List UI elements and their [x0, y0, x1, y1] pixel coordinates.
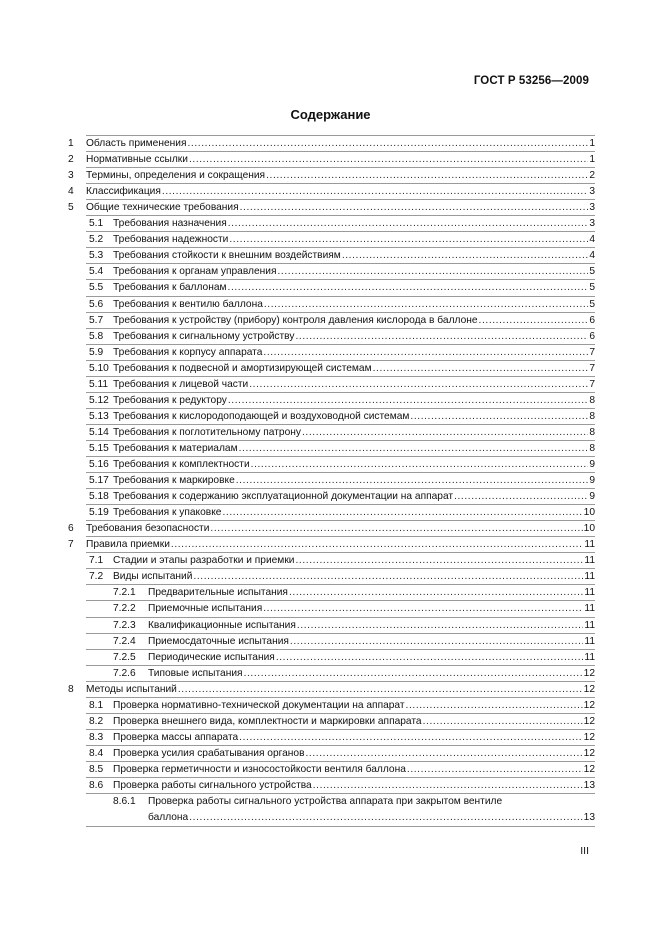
- toc-entry[interactable]: [0, 457, 661, 473]
- toc-entry[interactable]: [0, 698, 661, 714]
- dot-leader: [295, 553, 583, 569]
- toc-entry-title: Требования стойкости к внешним воздействиям: [113, 250, 341, 262]
- dot-leader: [423, 714, 583, 730]
- dot-leader-line: [113, 313, 595, 329]
- dot-leader: [178, 682, 583, 698]
- dot-leader: [263, 601, 583, 617]
- toc-entry[interactable]: [0, 248, 661, 264]
- dot-leader: [295, 329, 588, 345]
- toc-entry-page: 12: [583, 683, 595, 695]
- toc-entry[interactable]: [0, 489, 661, 505]
- toc-entry-number: 5.12: [89, 394, 109, 406]
- toc-entry-title: Квалификационные испытания: [148, 619, 296, 631]
- dot-leader-line: [113, 216, 595, 232]
- dot-leader: [302, 425, 588, 441]
- dot-leader-line: [113, 457, 595, 473]
- toc-entry-number: 5.16: [89, 459, 109, 470]
- toc-entry[interactable]: [0, 184, 661, 200]
- toc-entry-title: Предварительные испытания: [148, 587, 288, 599]
- toc-entry[interactable]: [0, 393, 661, 409]
- toc-entry[interactable]: [0, 666, 661, 682]
- row-separator: [86, 826, 595, 827]
- toc-entry[interactable]: [0, 682, 661, 698]
- toc-entry-title: Требования к маркировке: [113, 475, 235, 487]
- toc-entry-title: Требования к лицевой части: [113, 378, 249, 390]
- toc-entry-page: 11: [584, 539, 595, 551]
- toc-entry-page: 12: [583, 747, 595, 759]
- toc-entry-title: Проверка внешнего вида, комплектности и маркировки аппарата: [113, 715, 422, 727]
- toc-entry-page: 12: [583, 731, 595, 743]
- toc-entry[interactable]: [0, 650, 661, 666]
- dot-leader-line: [113, 329, 595, 345]
- dot-leader-line: [113, 505, 595, 521]
- dot-leader: [228, 280, 589, 296]
- toc-entry-number: 5.2: [89, 234, 104, 246]
- toc-entry-page: 11: [584, 571, 595, 583]
- toc-entry-title: Нормативные ссылки: [86, 154, 188, 166]
- toc-entry[interactable]: [0, 264, 661, 280]
- dot-leader: [189, 152, 588, 168]
- toc-entry[interactable]: [0, 329, 661, 345]
- toc-entry-title: Требования к упаковке: [113, 507, 222, 519]
- toc-entry-title: Требования безопасности: [86, 523, 210, 535]
- toc-entry-number: 5.17: [89, 475, 109, 487]
- dot-leader-line: [113, 553, 595, 569]
- dot-leader: [305, 746, 582, 762]
- toc-entry-number: 5: [68, 202, 74, 214]
- dot-leader: [313, 778, 583, 794]
- toc-entry-number: 5.3: [89, 250, 104, 262]
- dot-leader-line: [86, 537, 595, 553]
- toc-entry-continuation[interactable]: [0, 810, 661, 826]
- toc-entry-title: Требования к подвесной и амортизирующей системам: [113, 362, 372, 374]
- toc-entry-page: 12: [583, 763, 595, 775]
- toc-entry-title: Проверка работы сигнального устройства: [113, 780, 312, 791]
- toc-entry-number: 1: [68, 138, 74, 149]
- dot-leader: [342, 248, 589, 264]
- toc-entry-page: 11: [584, 619, 595, 631]
- toc-entry-page: 12: [583, 667, 595, 679]
- dot-leader-line: [148, 618, 595, 634]
- dot-leader: [289, 585, 583, 601]
- toc-entry-title: Приемочные испытания: [148, 603, 263, 615]
- dot-leader-line: [113, 393, 595, 409]
- toc-entry-title: Область применения: [86, 138, 187, 149]
- toc-entry-page: 3: [589, 186, 595, 198]
- toc-entry[interactable]: [0, 425, 661, 441]
- dot-leader: [266, 168, 588, 184]
- toc-entry[interactable]: [0, 409, 661, 425]
- toc-entry-title: Термины, определения и сокращения: [86, 170, 266, 182]
- dot-leader: [244, 666, 583, 682]
- toc-entry-page: 11: [584, 603, 595, 615]
- toc-entry[interactable]: [0, 232, 661, 248]
- toc-entry-number: 5.8: [89, 330, 104, 342]
- dot-leader: [229, 232, 588, 248]
- toc-entry[interactable]: [0, 280, 661, 296]
- toc-entry-number: 5.13: [89, 410, 109, 422]
- dot-leader-line: [86, 200, 595, 216]
- dot-leader: [239, 730, 582, 746]
- toc-entry-title: Требования к корпусу аппарата: [113, 346, 263, 358]
- toc-entry-title: Приемосдаточные испытания: [148, 635, 289, 647]
- dot-leader: [228, 393, 588, 409]
- toc-entry-number: 5.1: [89, 218, 104, 230]
- dot-leader: [236, 473, 589, 489]
- dot-leader-line: [113, 232, 595, 248]
- toc-entry-number: 6: [68, 523, 74, 535]
- toc-entry-number: 7.2.6: [113, 667, 136, 679]
- dot-leader: [410, 409, 588, 425]
- toc-entry-number: 7.2.4: [113, 635, 136, 647]
- toc-entry[interactable]: [0, 537, 661, 553]
- toc-entry-page: 9: [589, 491, 595, 503]
- dot-leader-line: [113, 345, 595, 361]
- toc-entry-page: 8: [589, 442, 595, 454]
- toc-entry-title-continuation: баллона: [148, 812, 189, 824]
- dot-leader: [162, 184, 588, 200]
- page-number-footer: III: [580, 845, 589, 857]
- dot-leader-line: [113, 425, 595, 441]
- dot-leader-line: [148, 666, 595, 682]
- toc-entry-number: 5.4: [89, 266, 104, 278]
- dot-leader-line: [148, 601, 595, 617]
- toc-entry[interactable]: [0, 168, 661, 184]
- dot-leader: [193, 569, 583, 585]
- toc-entry-page: 11: [584, 555, 595, 567]
- dot-leader-line: [113, 473, 595, 489]
- toc-entry-page: 9: [589, 475, 595, 487]
- toc-entry-number: 8.6.1: [113, 796, 136, 808]
- dot-leader: [228, 216, 589, 232]
- dot-leader: [297, 618, 584, 634]
- toc-entry-page: 5: [589, 266, 595, 278]
- toc-entry-number: 8.1: [89, 699, 104, 711]
- toc-entry-number: 8: [68, 683, 74, 695]
- dot-leader-line: [113, 377, 595, 393]
- toc-entry-number: 8.3: [89, 731, 104, 743]
- dot-leader: [479, 313, 589, 329]
- document-number-header: ГОСТ Р 53256—2009: [473, 75, 589, 87]
- toc-entry-title: Требования к кислородоподающей и воздуховодной системам: [113, 410, 410, 422]
- toc-entry-number: 3: [68, 170, 74, 182]
- toc-entry-title: Стадии и этапы разработки и приемки: [113, 555, 295, 567]
- toc-entry-number: 7.2.3: [113, 619, 136, 631]
- toc-entry-number: 8.4: [89, 747, 104, 759]
- toc-entry[interactable]: [0, 553, 661, 569]
- toc-entry-title: Правила приемки: [86, 539, 170, 551]
- dot-leader-line: [113, 489, 595, 505]
- dot-leader-line: [86, 136, 595, 152]
- toc-entry-page: 8: [589, 394, 595, 406]
- toc-entry-title: Требования к вентилю баллона: [113, 298, 263, 310]
- dot-leader: [406, 698, 583, 714]
- dot-leader-line: [86, 184, 595, 200]
- toc-entry-number: 7.1: [89, 555, 104, 567]
- toc-entry-title: Требования к баллонам: [113, 282, 227, 294]
- dot-leader-line: [86, 521, 595, 537]
- toc-entry-number: 8.6: [89, 780, 104, 791]
- dot-leader: [276, 650, 584, 666]
- dot-leader-line: [113, 762, 595, 778]
- toc-entry-title: Требования к содержанию эксплуатационной документации на аппарат: [113, 491, 454, 503]
- toc-entry-page: 13: [583, 780, 595, 791]
- dot-leader: [454, 489, 588, 505]
- toc-entry-number: 5.5: [89, 282, 104, 294]
- dot-leader-line: [113, 569, 595, 585]
- dot-leader: [290, 634, 584, 650]
- toc-entry[interactable]: [0, 601, 661, 617]
- toc-entry-number: 7: [68, 539, 74, 551]
- toc-entry-title: Требования к устройству (прибору) контроля давления кислорода в баллоне: [113, 314, 478, 326]
- toc-entry[interactable]: [0, 152, 661, 168]
- toc-entry[interactable]: [0, 473, 661, 489]
- toc-entry[interactable]: [0, 200, 661, 216]
- dot-leader-line: [113, 297, 595, 313]
- toc-entry-page: 10: [583, 523, 595, 535]
- toc-entry-page: 2: [589, 170, 595, 182]
- toc-entry-title: Требования надежности: [113, 234, 229, 246]
- toc-entry-page: 9: [589, 459, 595, 470]
- toc-entry-number: 4: [68, 186, 74, 198]
- toc-entry[interactable]: [0, 618, 661, 634]
- toc-entry[interactable]: [0, 778, 661, 794]
- toc-entry-page: 3: [589, 202, 595, 214]
- dot-leader-line: [148, 810, 595, 826]
- dot-leader-line: [113, 746, 595, 762]
- toc-entry-title: Проверка массы аппарата: [113, 731, 239, 743]
- toc-entry-page: 1: [589, 138, 595, 149]
- dot-leader: [222, 505, 582, 521]
- toc-entry[interactable]: [0, 634, 661, 650]
- dot-leader-line: [148, 634, 595, 650]
- dot-leader-line: [113, 248, 595, 264]
- toc-entry-title: Проверка нормативно-технической документации на аппарат: [113, 699, 405, 711]
- dot-leader: [239, 441, 589, 457]
- dot-leader-line: [113, 441, 595, 457]
- dot-leader-line: [148, 650, 595, 666]
- toc-entry-page: 7: [589, 378, 595, 390]
- toc-entry-number: 2: [68, 154, 74, 166]
- toc-entry-number: 8.2: [89, 715, 104, 727]
- toc-entry-page: 4: [589, 250, 595, 262]
- toc-entry-page: 10: [583, 507, 595, 519]
- dot-leader-line: [113, 778, 595, 794]
- toc-entry-title: Проверка работы сигнального устройства аппарата при закрытом вентиле: [148, 796, 503, 808]
- toc-entry-number: 5.9: [89, 346, 104, 358]
- toc-entry-page: 6: [589, 330, 595, 342]
- toc-entry[interactable]: [0, 361, 661, 377]
- toc-entry-number: 7.2.5: [113, 651, 136, 663]
- dot-leader-line: [113, 698, 595, 714]
- dot-leader: [210, 521, 582, 537]
- toc-entry[interactable]: [0, 569, 661, 585]
- dot-leader-line: [148, 585, 595, 601]
- toc-entry-page: 11: [584, 651, 595, 663]
- toc-entry-page: 11: [584, 635, 595, 647]
- toc-entry-page: 8: [589, 410, 595, 422]
- toc-entry-number: 5.7: [89, 314, 104, 326]
- toc-entry-number: 5.10: [89, 362, 109, 374]
- toc-entry-title: Проверка усилия срабатывания органов: [113, 747, 305, 759]
- dot-leader-line: [86, 168, 595, 184]
- dot-leader: [171, 537, 584, 553]
- toc-entry-title: Классификация: [86, 186, 161, 198]
- toc-entry[interactable]: [0, 441, 661, 457]
- toc-entry[interactable]: [0, 377, 661, 393]
- dot-leader-line: [113, 264, 595, 280]
- toc-entry[interactable]: [0, 297, 661, 313]
- toc-entry[interactable]: [0, 585, 661, 601]
- toc-entry-number: 8.5: [89, 763, 104, 775]
- toc-entry-title: Требования к сигнальному устройству: [113, 330, 295, 342]
- toc-entry-page: 5: [589, 282, 595, 294]
- toc-entry-number: 5.18: [89, 491, 109, 503]
- toc-entry-page: 1: [589, 154, 595, 166]
- dot-leader: [407, 762, 583, 778]
- toc-entry-title: Проверка герметичности и износостойкости вентиля баллона: [113, 763, 406, 775]
- toc-entry[interactable]: [0, 794, 661, 810]
- dot-leader-line: [113, 280, 595, 296]
- toc-entry-page: 12: [583, 715, 595, 727]
- toc-entry[interactable]: [0, 714, 661, 730]
- toc-entry-title: Требования к комплектности: [113, 459, 250, 470]
- toc-entry[interactable]: [0, 505, 661, 521]
- dot-leader: [277, 264, 588, 280]
- dot-leader: [189, 810, 582, 826]
- toc-entry[interactable]: [0, 345, 661, 361]
- toc-entry-page: 5: [589, 298, 595, 310]
- toc-entry-number: 5.15: [89, 442, 109, 454]
- toc-entry-title: Периодические испытания: [148, 651, 275, 663]
- dot-leader-line: [113, 361, 595, 377]
- dot-leader-line: [113, 714, 595, 730]
- dot-leader: [264, 297, 588, 313]
- toc-entry-number: 5.6: [89, 298, 104, 310]
- dot-leader: [373, 361, 589, 377]
- toc-entry-number: 7.2.2: [113, 603, 136, 615]
- toc-entry-number: 5.14: [89, 426, 109, 438]
- dot-leader: [187, 136, 588, 152]
- toc-entry-title: Виды испытаний: [113, 571, 193, 583]
- toc-entry-title: Общие технические требования: [86, 202, 239, 214]
- dot-leader-line: [86, 682, 595, 698]
- toc-entry-number: 7.2.1: [113, 587, 136, 599]
- toc-entry[interactable]: [0, 136, 661, 152]
- toc-entry-title: Типовые испытания: [148, 667, 243, 679]
- toc-entry[interactable]: [0, 313, 661, 329]
- toc-entry-page: 6: [589, 314, 595, 326]
- toc-entry-page: 12: [583, 699, 595, 711]
- toc-entry-page: 7: [589, 362, 595, 374]
- dot-leader: [251, 457, 589, 473]
- toc-entry[interactable]: [0, 521, 661, 537]
- page-title: Содержание: [290, 107, 371, 122]
- dot-leader-line: [86, 152, 595, 168]
- dot-leader-line: [113, 730, 595, 746]
- toc-entry-page: 4: [589, 234, 595, 246]
- toc-entry-title: Требования к органам управления: [113, 266, 277, 278]
- toc-entry-title: Методы испытаний: [86, 683, 177, 695]
- toc-entry-number: 7.2: [89, 571, 104, 583]
- toc-entry-title: Требования к материалам: [113, 442, 238, 454]
- dot-leader: [240, 200, 589, 216]
- toc-entry[interactable]: [0, 746, 661, 762]
- toc-entry[interactable]: [0, 762, 661, 778]
- toc-entry-title: Требования к редуктору: [113, 394, 227, 406]
- dot-leader: [263, 345, 588, 361]
- toc-entry-number: 5.11: [89, 378, 109, 390]
- toc-entry-title: Требования назначения: [113, 218, 227, 230]
- toc-entry-title: Требования к поглотительному патрону: [113, 426, 301, 438]
- toc-entry-page: 7: [589, 346, 595, 358]
- dot-leader-line: [113, 409, 595, 425]
- toc-entry-number: 5.19: [89, 507, 109, 519]
- toc-entry-page: 8: [589, 426, 595, 438]
- toc-entry-page: 11: [584, 587, 595, 599]
- toc-entry[interactable]: [0, 730, 661, 746]
- toc-entry-page: 13: [583, 812, 595, 824]
- toc-entry[interactable]: [0, 216, 661, 232]
- toc-entry-page: 3: [589, 218, 595, 230]
- dot-leader: [249, 377, 588, 393]
